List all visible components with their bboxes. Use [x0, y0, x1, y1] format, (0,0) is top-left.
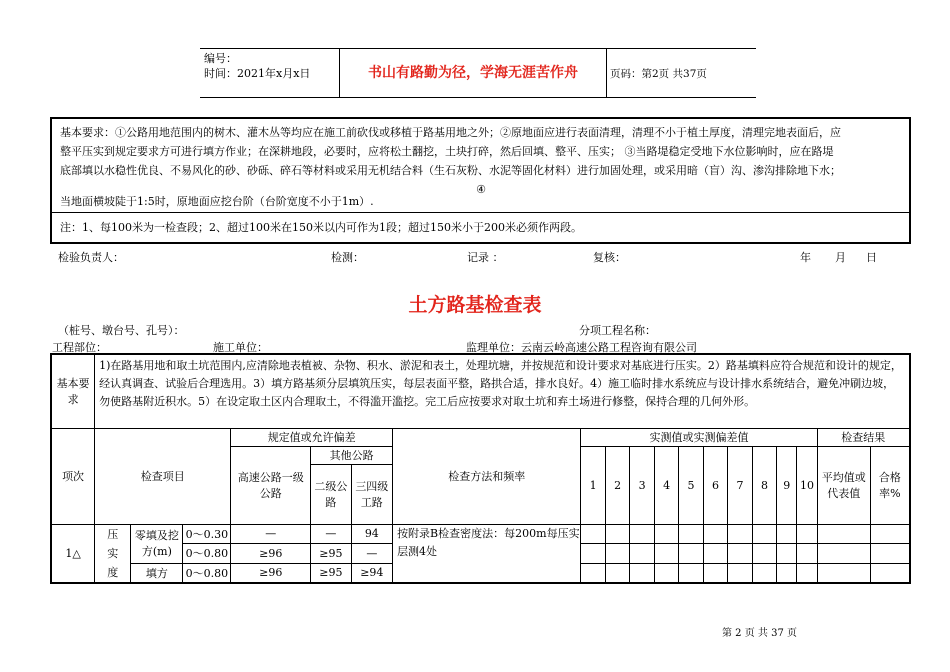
supervisor-label: 监理单位：云南云岭高速公路工程咨询有限公司	[466, 341, 697, 354]
stake-label: （桩号、墩台号、孔号）：	[58, 324, 185, 337]
year-label: 年	[800, 251, 811, 264]
highway-value: ≥96	[231, 544, 311, 564]
item-range: 0～0.30	[183, 524, 231, 544]
col-grade34: 三四级工路	[351, 464, 393, 524]
check-method: 按附录B检查密度法：每200m每压实层测4处	[393, 524, 581, 583]
month-label: 月	[835, 251, 846, 264]
header-meta	[200, 49, 340, 97]
measure-num: 3	[630, 446, 654, 524]
grade2-value: ≥95	[311, 544, 351, 564]
tester-label: 检测：	[331, 251, 364, 264]
requirements-note: 注：1、每100米为一检查段；2、超过100米在150米以内可作为1段；超过150米小于200米必须作两段。	[60, 221, 582, 234]
item-no: 1△	[51, 524, 95, 583]
measure-num: 2	[605, 446, 629, 524]
col-check-item: 检查项目	[95, 428, 231, 524]
measure-num: 1	[581, 446, 605, 524]
grade34-value: —	[351, 544, 393, 564]
item-range: 0～0.80	[183, 544, 231, 564]
req-line: 当地面横坡陡于1:5时，原地面应挖台阶（台阶宽度不小于1m）.	[60, 195, 374, 208]
col-item-no: 项次	[51, 428, 95, 524]
measure-num: 6	[703, 446, 727, 524]
item-sub: 零填及挖方(m)	[131, 524, 183, 563]
highway-value: ≥96	[231, 563, 311, 583]
measure-num: 9	[777, 446, 797, 524]
measure-num: 7	[728, 446, 752, 524]
col-avg: 平均值或代表值	[817, 446, 870, 524]
measure-num: 4	[654, 446, 678, 524]
header-divider	[606, 49, 607, 97]
col-measured: 实测值或实测偏差值	[581, 428, 817, 446]
reviewer-label: 复核：	[593, 251, 626, 264]
col-other: 其他公路	[311, 446, 393, 464]
item-group: 压实度	[95, 524, 131, 583]
grade34-value: ≥94	[351, 563, 393, 583]
grade2-value: —	[311, 524, 351, 544]
col-result: 检查结果	[817, 428, 910, 446]
col-method: 检查方法和频率	[393, 428, 581, 524]
divider	[52, 212, 909, 213]
number-label: 编号：	[204, 52, 237, 65]
basic-req-label: 基本要求	[51, 354, 95, 428]
grade2-value: ≥95	[311, 563, 351, 583]
inspector-label: 检验负责人：	[58, 251, 124, 264]
page-header	[200, 48, 756, 98]
contractor-label: 施工单位：	[213, 341, 268, 354]
measure-num: 8	[752, 446, 776, 524]
col-grade2: 二级公路	[311, 464, 351, 524]
page-footer: 第 2 页 共 37 页	[722, 628, 797, 639]
item-range: 0～0.80	[183, 563, 231, 583]
col-highway: 高速公路一级公路	[231, 446, 311, 524]
recorder-label: 记录 ：	[467, 251, 504, 264]
measure-num: 10	[797, 446, 817, 524]
form-title: 土方路基检查表	[408, 294, 542, 316]
item-sub: 填方	[131, 563, 183, 583]
requirements-box	[50, 117, 911, 244]
req-line: 整平压实到规定要求方可进行填方作业；在深耕地段，必要时，应将松土翻挖，土块打碎，然后回填、整平、压实； ③当路堤稳定受地下水位影响时，应在路堤	[60, 145, 834, 158]
col-pass: 合格率%	[870, 446, 910, 524]
table-row	[51, 524, 910, 544]
inspection-table	[50, 353, 911, 584]
req-line: ④	[476, 183, 486, 196]
project-site-label: 工程部位：	[52, 341, 107, 354]
req-line: 基本要求：①公路用地范围内的树木、灌木丛等均应在施工前砍伐或移植于路基用地之外；②原地面应进行表面清理，清理不小于植土厚度，清理完地表面后，应	[60, 126, 841, 139]
header-motto: 书山有路勤为径，学海无涯苦作舟	[368, 65, 578, 81]
col-spec: 规定值或允许偏差	[231, 428, 393, 446]
measure-num: 5	[679, 446, 703, 524]
page-code: 页码：第2页 共37页	[610, 68, 707, 80]
grade34-value: 94	[351, 524, 393, 544]
req-line: 底部填以水稳性优良、不易风化的砂、砂砾、碎石等材料或采用无机结合料（生石灰粉、水泥等固化材料）进行加固处理，或采用暗（盲）沟、渗沟排除地下水；	[60, 164, 841, 177]
time-label: 时间：2021年x月x日	[204, 67, 311, 80]
basic-req-text: 1)在路基用地和取土坑范围内,应清除地表植被、杂物、积水、淤泥和表土，处理坑塘，并按规范和设计要求对基底进行压实。2）路基填料应符合规范和设计的规定，经认真调查、试验后合理选用。3）填方路基须分层填筑压实，每层表面平整，路拱合适，排水良好。4）施工临时排水系统应与设计排水系统结合，避免冲刷边坡，勿使路基附近积水。5）在设定取土区内合理取土，不得滥开滥挖。完工后应按要求对取土坑和弃土场进行修整，保持合理的几何外形。	[95, 354, 910, 428]
subproject-label: 分项工程名称：	[579, 324, 656, 337]
day-label: 日	[866, 251, 877, 264]
highway-value: —	[231, 524, 311, 544]
requirements-text	[60, 123, 902, 199]
